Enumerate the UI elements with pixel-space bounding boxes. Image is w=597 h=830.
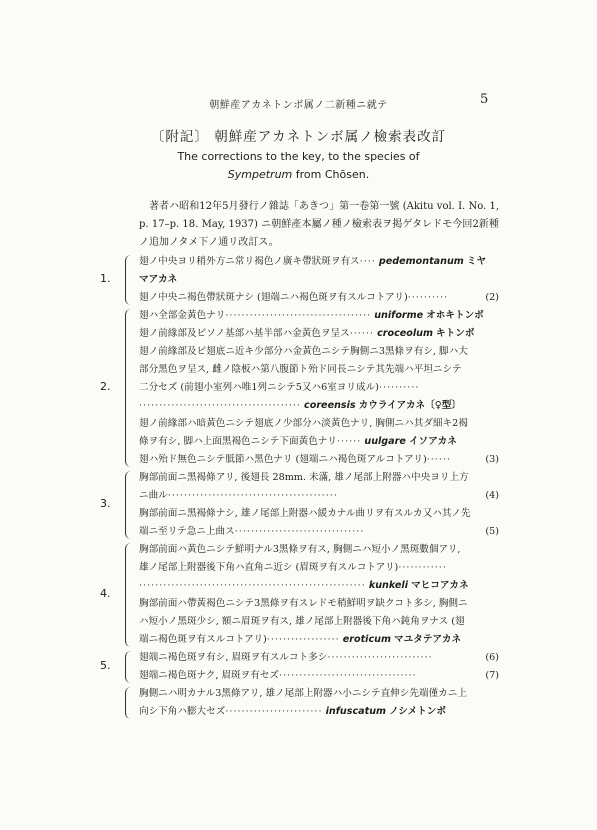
key-line	[139, 631, 499, 649]
key-line-text: 胸部前面ハ黃色ニシテ鮮明ナル3黑條ヲ有ス, 胸側ニハ短小ノ黑斑數個アリ,	[139, 544, 461, 555]
species-name: coreensis	[304, 400, 356, 411]
key-line	[139, 271, 499, 289]
japanese-name: オホキトンボ	[426, 310, 484, 321]
key-line-text: 部分黑色ヲ呈ス, 雌ノ陰板ハ第八腹節ト殆ド同長ニシテ其先端ハ平坦ニシテ	[139, 364, 462, 375]
japanese-name: ノシメトンボ	[389, 706, 446, 717]
key-line-text: ニ曲ル	[139, 490, 168, 501]
couplet-reference: (2)	[485, 292, 499, 303]
leader-dots: ····	[359, 256, 376, 267]
leader-dots: ························	[225, 706, 323, 717]
key-line-text: 翅端ニ褐色斑ナク, 眉斑ヲ有セズ	[139, 670, 280, 681]
species-name: eroticum	[342, 634, 391, 645]
key-line-text: 翅ノ前緣部及ビソノ基部ハ基半部ハ金黃色ヲ呈ス	[139, 328, 350, 339]
key-line	[139, 289, 499, 307]
couplet-number: 1.	[100, 272, 111, 285]
key-line-text: 胸側ニハ明カナル3黑條アリ, 雄ノ尾部上附器ハ小ニシテ直伸シ先端僅カニ上	[139, 688, 467, 699]
key-line	[139, 541, 499, 559]
couplet-reference: (3)	[485, 454, 499, 465]
couplet-brace	[125, 651, 133, 683]
couplet-reference: (7)	[485, 670, 499, 681]
key-line	[139, 469, 499, 487]
key-line	[139, 667, 499, 685]
species-name: uulgare	[364, 436, 406, 447]
key-line-text: 翅ノ中央ニ褐色帶狀斑ナシ (翅端ニハ褐色斑ヲ有スルコトアリ)	[139, 292, 408, 303]
leader-dots: ········································	[139, 400, 301, 411]
couplet-reference: (5)	[485, 526, 499, 537]
key-line	[139, 487, 499, 505]
japanese-name: ミヤ	[466, 256, 487, 267]
couplet-number: 5.	[100, 659, 111, 672]
key-line	[139, 613, 499, 631]
japanese-name: マヒコアカネ	[411, 580, 469, 591]
leader-dots: ························································	[139, 580, 366, 591]
key-line-text: 翅ノ中央ヨリ稍外方ニ常リ褐色ノ廣キ帶狀斑ヲ有ス	[139, 256, 360, 267]
key-line-text: 條ヲ有シ, 脚ハ上面黑褐色ニシテ下面黃色ナリ	[139, 436, 337, 447]
key-line-text: 雄ノ尾部上附器後下角ハ直角ニ近シ (眉斑ヲ有スルコトアリ)	[139, 562, 399, 573]
title-rest: from Chōsen.	[292, 168, 370, 181]
key-line	[139, 505, 499, 523]
key-line-text: 翅ノ前緣部ハ暗黃色ニシテ翅底ノ少部分ハ淡黃色ナリ, 胸側ニハ其ダ細キ2褐	[139, 418, 468, 429]
species-name: infuscatum	[325, 706, 387, 717]
leader-dots: ··········	[407, 292, 449, 303]
leader-dots: ······	[336, 436, 362, 447]
section-title-japanese: 〔附記〕 朝鮮産アカネトンボ属ノ檢索表改訂	[150, 129, 447, 145]
key-line	[139, 397, 499, 415]
key-line	[139, 307, 499, 325]
leader-dots: ································	[234, 526, 365, 537]
leader-dots: ··························	[327, 652, 433, 663]
key-line-text: 端ニ至リテ急ニ上曲ス	[139, 526, 235, 537]
key-line	[139, 685, 499, 703]
running-head: 朝鮮産アカネトンボ属ノ二新種ニ就テ	[209, 100, 388, 111]
couplet-number: 3.	[100, 497, 111, 510]
leader-dots: ··········	[378, 382, 420, 393]
key-line	[139, 379, 499, 397]
couplet-number: 2.	[100, 380, 111, 393]
key-line	[139, 433, 499, 451]
leader-dots: ··································	[279, 670, 417, 681]
key-line	[139, 577, 499, 595]
japanese-name: キトンボ	[436, 328, 475, 339]
japanese-name: マユタテアカネ	[394, 634, 462, 645]
key-line	[139, 343, 499, 361]
key-line-text: 胸部前面ハ帶黃褐色ニシテ3黑條ヲ有スレドモ稍鮮明ヲ缺クコト多シ, 胸側ニ	[139, 598, 468, 609]
couplet-brace	[125, 255, 133, 305]
section-title-english-line2	[0, 168, 597, 181]
japanese-name: イソアカネ	[408, 436, 457, 447]
key-line	[139, 451, 499, 469]
intro-paragraph: 著者ハ昭和12年5月發行ノ雜誌「あきつ」第一卷第一號 (Akitu vol. I. No. 1, p. 17–p. 18. May, 1937) ニ朝鮮產本屬ノ種ノ檢索表ヲ掲ゲタレドモ今回2新種ノ追加ノタメ下ノ通リ改訂ス。	[139, 201, 499, 248]
key-line	[139, 649, 499, 667]
key-line-text: 翅端ニ褐色斑ヲ有シ, 眉斑ヲ有スルコト多シ	[139, 652, 328, 663]
leader-dots: ······	[349, 328, 374, 339]
couplet-brace	[125, 687, 133, 719]
japanese-name: マアカネ	[139, 274, 178, 285]
key-line	[139, 253, 499, 271]
key-line-text: 端ニ褐色斑ヲ有スルコトアリ)	[139, 634, 267, 645]
species-name: pedemontanum	[378, 256, 464, 267]
leader-dots: ··········································	[167, 490, 338, 501]
key-line	[139, 703, 499, 721]
page-number: 5	[480, 92, 489, 107]
couplet-reference: (4)	[485, 490, 499, 501]
key-line	[139, 523, 499, 541]
leader-dots: ······	[426, 454, 452, 465]
key-line	[139, 415, 499, 433]
key-line	[139, 559, 499, 577]
key-line	[139, 361, 499, 379]
couplet-reference: (6)	[485, 652, 499, 663]
key-line-text: 翅ハ全部金黃色ナリ	[139, 310, 226, 321]
japanese-name: カウライアカネ〔♀型〕	[358, 400, 461, 411]
leader-dots: ············	[398, 562, 447, 573]
species-name: uniforme	[374, 310, 424, 321]
species-name: croceolum	[377, 328, 433, 339]
key-line	[139, 595, 499, 613]
key-line-text: 翅ノ前緣部及ビ翅底ニ近キ少部分ハ金黃色ニシテ胸側ニ3黑條ヲ有シ, 脚ハ大	[139, 346, 468, 357]
key-line-text: 胸部前面ニ黑褐條ナシ, 雄ノ尾部上附器ハ緩カナル曲リヲ有スルカ又ハ其ノ先	[139, 508, 471, 519]
key-line-text: 二分セズ (前翅小室列ハ唯1列ニシテ5又ハ6室ヨリ成ル)	[139, 382, 379, 393]
section-title-english-line1: The corrections to the key, to the species of	[177, 150, 420, 163]
key-line-text: 胸部前面ニ黑褐條アリ, 後翅長 28mm. 未滿, 雄ノ尾部上附器ハ中央ヨリ上方	[139, 472, 469, 483]
key-line-text: 翅ハ殆ド無色ニシテ胝節ハ黑色ナリ (翅端ニハ褐色斑アルコトアリ)	[139, 454, 427, 465]
species-name: kunkeli	[368, 580, 409, 591]
key-line-text: ハ短小ノ黑斑少シ, 額ニ眉斑ヲ有ス, 雄ノ尾部上附器後下角ハ鈍角ヲナス (翅	[139, 616, 465, 627]
genus-name: Sympetrum	[227, 168, 293, 181]
leader-dots: ····································	[225, 310, 372, 321]
key-line-text: 向シ下角ハ膨大セズ	[139, 706, 226, 717]
couplet-brace	[125, 543, 133, 647]
couplet-brace	[125, 471, 133, 539]
couplet-number: 4.	[100, 587, 111, 600]
key-line	[139, 325, 499, 343]
couplet-brace	[125, 309, 133, 467]
leader-dots: ··················	[266, 634, 340, 645]
